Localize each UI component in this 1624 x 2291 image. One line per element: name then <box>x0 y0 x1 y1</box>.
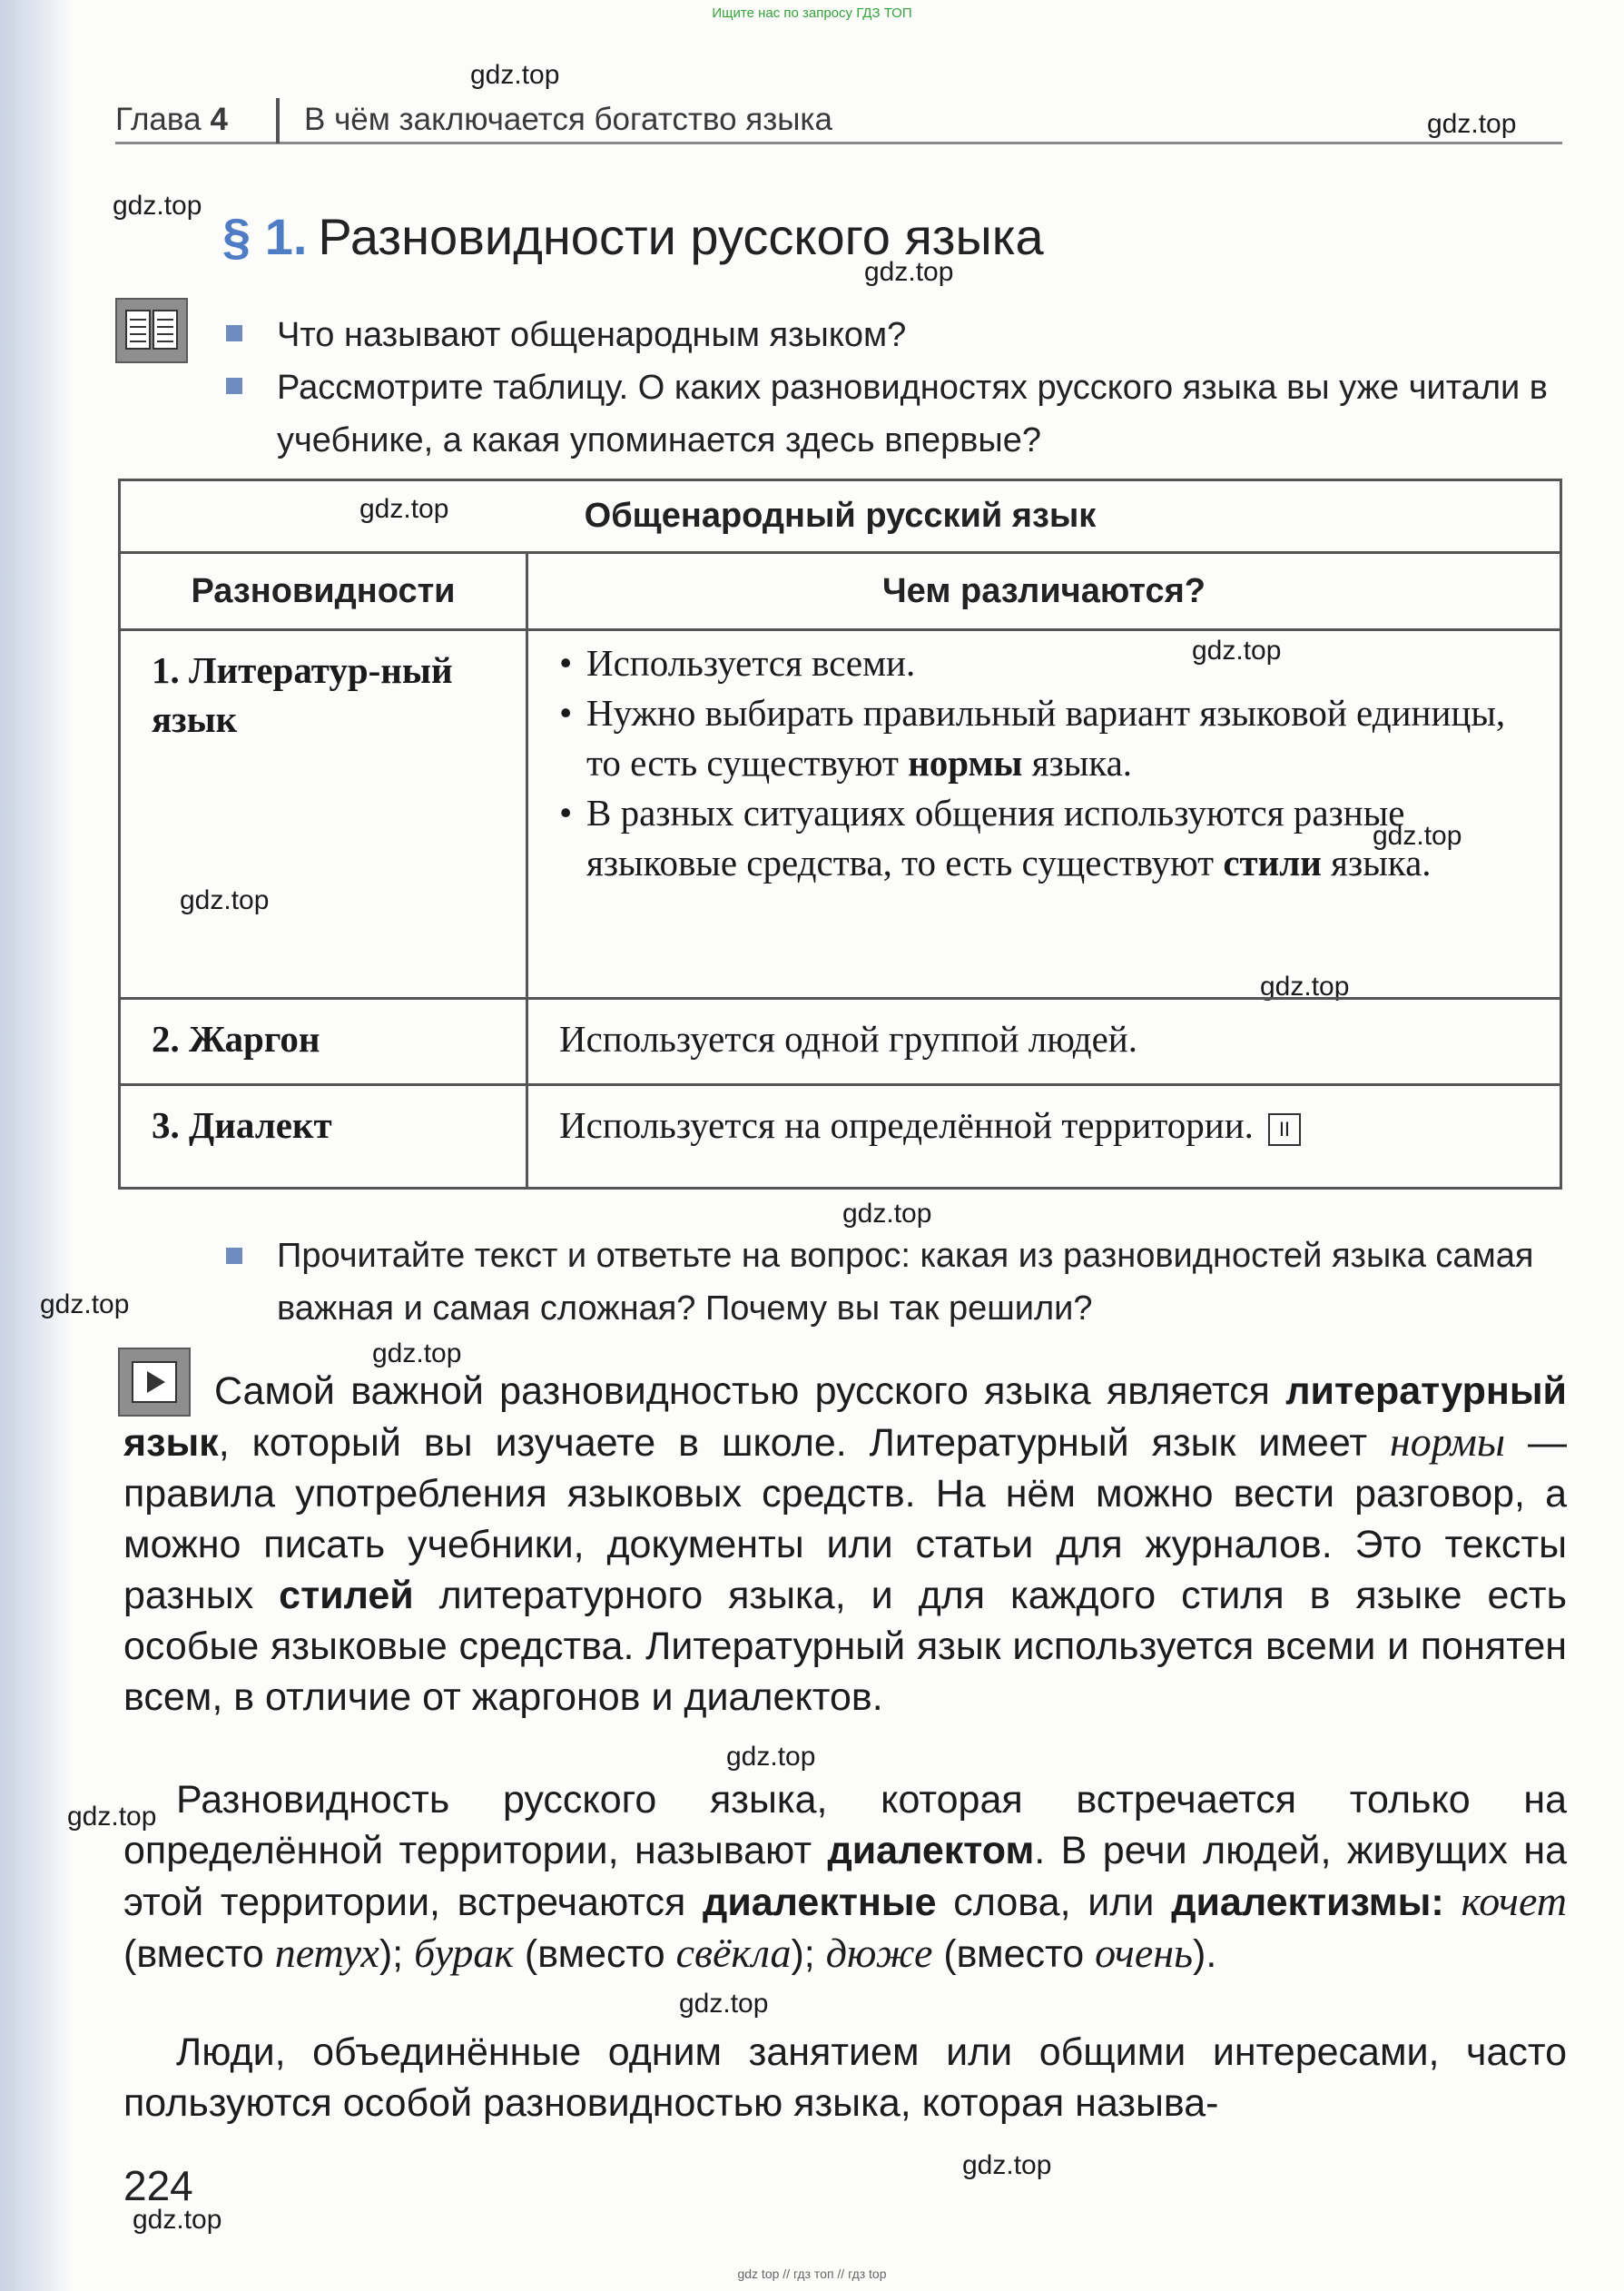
watermark: gdz.top <box>1192 636 1282 666</box>
chapter-label: Глава 4 <box>115 102 229 137</box>
roman-two-tag: II <box>1268 1113 1301 1146</box>
watermark: gdz.top <box>842 1199 932 1229</box>
paragraph-jargon: Люди, объединённые одним занятием или общими интересами, часто пользуются особой разновидностью языка, которая называ- <box>123 2030 1567 2125</box>
table-row <box>120 1085 1561 1189</box>
section-heading <box>222 207 1044 266</box>
footer-note: gdz top // гдз топ // гдз top <box>737 2266 887 2281</box>
running-head <box>115 98 1562 144</box>
chapter-number: 4 <box>210 102 229 137</box>
variety-description <box>527 630 1561 999</box>
top-banner: Ищите нас по запросу ГДЗ ТОП <box>712 5 912 21</box>
watermark: gdz.top <box>113 191 202 221</box>
watermark: gdz.top <box>67 1802 157 1832</box>
watermark: gdz.top <box>864 257 954 287</box>
paragraph-dialect: Разновидность русского языка, которая встречается только на определённой территории, называют диалектом. В речи людей, живущих на этой территории, встречаются диалектные слова, или диалектизмы: кочет (вместо петух); бурак (вместо свёкла); дюже (вместо очень). <box>123 1778 1568 1976</box>
description-item: • Нужно выбирать правильный вариант языковой единицы, то есть существуют нормы языка. <box>559 688 1541 788</box>
varieties-table <box>118 479 1562 1190</box>
watermark: gdz.top <box>180 885 270 915</box>
section-number: § 1. <box>222 208 308 265</box>
question-2: Рассмотрите таблицу. О каких разновидностях русского языка вы уже читали в учебнике, а какая упоминается здесь впервые? <box>277 369 1548 459</box>
variety-name: 1. Литератур-ный язык <box>120 630 527 999</box>
section-title: Разновидности русского языка <box>318 208 1044 265</box>
table-row <box>120 999 1561 1085</box>
question-bullet <box>226 325 242 341</box>
column-header-varieties: Разновидности <box>120 553 527 630</box>
variety-name: 3. Диалект <box>120 1085 527 1189</box>
watermark: gdz.top <box>1260 972 1350 1002</box>
open-book-icon <box>115 298 188 363</box>
watermark: gdz.top <box>962 2150 1052 2180</box>
question-1: Что называют общенародным языком? <box>277 316 907 354</box>
variety-description: Используется одной группой людей. <box>527 999 1561 1085</box>
watermark: gdz.top <box>470 60 560 90</box>
page-spine-shadow <box>0 0 73 2291</box>
description-item: • Используется всеми. <box>559 638 1541 688</box>
table-title: Общенародный русский язык <box>120 480 1561 553</box>
column-header-differences: Чем различаются? <box>527 553 1561 630</box>
table-row <box>120 630 1561 999</box>
question-bullet <box>226 378 242 394</box>
variety-description: Используется на определённой территории. II <box>527 1085 1561 1189</box>
paragraph-literary-language: Самой важной разновидностью русского языка является литературный язык, который вы изучаете в школе. Литературный язык имеет нормы — правила употребления языковых средств. На нём можно вести разговор, а можно писать учебники, документы или статьи для журналов. Это тексты разных стилей литературного языка, и для каждого стиля в языке есть особые языковые средства. Литературный язык используется всеми и понятен всем, в отличие от жаргонов и диалектов. <box>123 1369 1567 1719</box>
page-number: 224 <box>123 2162 193 2209</box>
watermark: gdz.top <box>133 2205 222 2235</box>
watermark: gdz.top <box>1373 821 1462 851</box>
question-bullet <box>226 1248 242 1264</box>
question-3: Прочитайте текст и ответьте на вопрос: какая из разновидностей языка самая важная и самая сложная? Почему вы так решили? <box>277 1237 1534 1328</box>
description-item: • В разных ситуациях общения используются разные языковые средства, то есть существуют стили языка. <box>559 788 1541 888</box>
variety-name: 2. Жаргон <box>120 999 527 1085</box>
running-head-divider <box>276 98 280 143</box>
watermark: gdz.top <box>40 1289 130 1319</box>
watermark: gdz.top <box>372 1338 462 1368</box>
watermark: gdz.top <box>726 1742 816 1772</box>
watermark: gdz.top <box>679 1989 769 2019</box>
watermark: gdz.top <box>359 494 449 524</box>
watermark: gdz.top <box>1427 109 1517 139</box>
chapter-title: В чём заключается богатство языка <box>304 102 832 137</box>
